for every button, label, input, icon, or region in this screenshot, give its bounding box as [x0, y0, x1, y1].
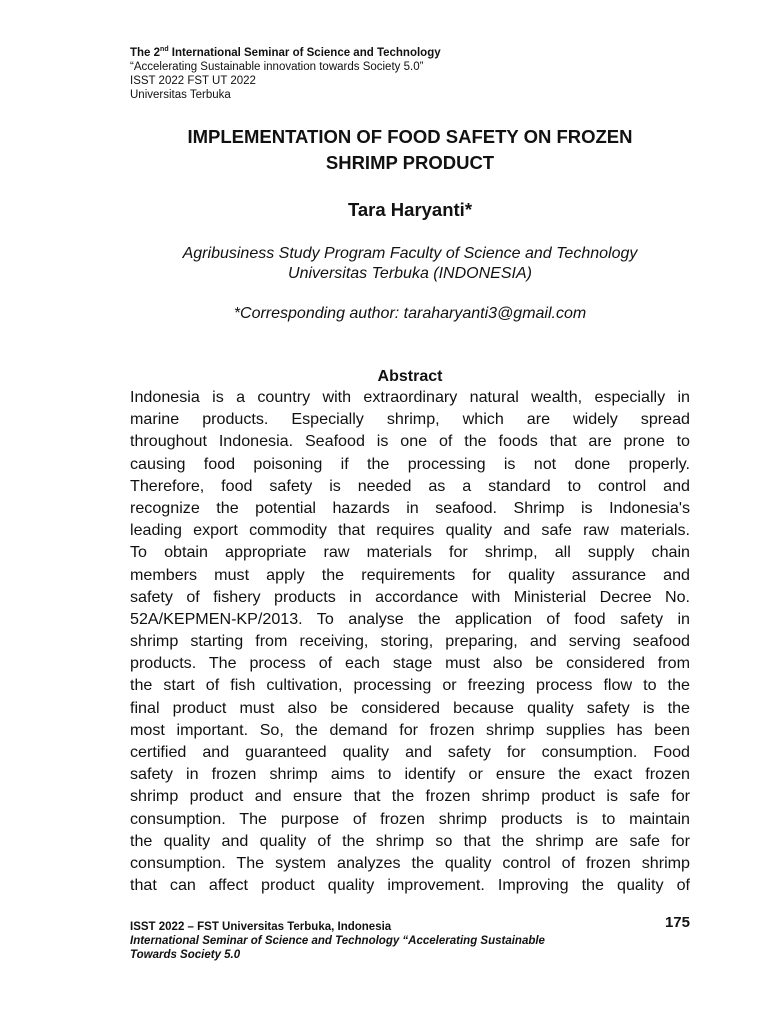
footer-seminar: International Seminar of Science and Technology “Accelerating Sustainable — [130, 935, 545, 947]
abstract-line: recognize the potential hazards in seafood. Shrimp is Indonesia's — [130, 498, 690, 517]
abstract-line: consumption. The purpose of frozen shrimp products is to maintain — [130, 809, 690, 828]
abstract-line: safety of fishery products in accordance with Ministerial Decree No. — [130, 587, 690, 606]
abstract-line: consumption. The system analyzes the quality control of frozen shrimp — [130, 853, 690, 872]
author-affiliation — [120, 244, 700, 284]
paper-title — [120, 124, 700, 176]
page-number: 175 — [664, 914, 690, 931]
abstract-line: products. The process of each stage must also be considered from — [130, 654, 690, 673]
conference-code: ISST 2022 FST UT 2022 — [130, 75, 256, 87]
abstract-heading: Abstract — [377, 368, 443, 385]
abstract-body — [130, 386, 690, 896]
abstract-line: 52A/KEPMEN-KP/2013. To analyse the application of food safety in — [130, 609, 690, 628]
abstract-line: the start of fish cultivation, processing or freezing process flow to the — [130, 676, 690, 695]
abstract-line: causing food poisoning if the processing is not done properly. — [130, 454, 690, 473]
paper-title-line: IMPLEMENTATION OF FOOD SAFETY ON FROZEN — [187, 126, 633, 147]
abstract-line: Indonesia is a country with extraordinary natural wealth, especially in — [130, 388, 690, 406]
abstract-line: shrimp product and ensure that the frozen shrimp product is safe for — [130, 787, 690, 806]
abstract-line: throughout Indonesia. Seafood is one of the foods that are prone to — [130, 432, 690, 451]
abstract-line: safety in frozen shrimp aims to identify or ensure the exact frozen — [130, 765, 690, 784]
abstract-line: members must apply the requirements for quality assurance and — [130, 565, 690, 584]
footer-venue: ISST 2022 – FST Universitas Terbuka, Indonesia — [130, 921, 392, 933]
affiliation-line: Universitas Terbuka (INDONESIA) — [288, 265, 532, 282]
abstract-line: the quality and quality of the shrimp so that the shrimp are safe for — [130, 831, 690, 850]
paper-title-line: SHRIMP PRODUCT — [325, 152, 495, 173]
corresponding-author: *Corresponding author: taraharyanti3@gmail.com — [233, 305, 587, 322]
conference-name: The 2nd International Seminar of Science and Technology — [130, 46, 441, 59]
page-footer — [130, 914, 690, 962]
abstract-line: To obtain appropriate raw materials for shrimp, all supply chain — [130, 543, 690, 562]
abstract-line: final product must also be considered because quality safety is the — [130, 698, 690, 717]
affiliation-line: Agribusiness Study Program Faculty of Science and Technology — [182, 245, 638, 262]
author-name: Tara Haryanti* — [347, 199, 473, 220]
footer-theme: Towards Society 5.0 — [130, 949, 241, 961]
abstract-line: most important. So, the demand for frozen shrimp supplies has been — [130, 720, 690, 739]
abstract-line: shrimp starting from receiving, storing, preparing, and serving seafood — [130, 632, 690, 651]
conference-theme: “Accelerating Sustainable innovation towards Society 5.0” — [130, 61, 424, 73]
abstract-line: certified and guaranteed quality and safety for consumption. Food — [130, 743, 690, 761]
running-header — [130, 46, 441, 102]
abstract-line: Therefore, food safety is needed as a standard to control and — [130, 476, 690, 495]
abstract-line: marine products. Especially shrimp, which are widely spread — [130, 410, 690, 429]
abstract-line: that can affect product quality improvement. Improving the quality of — [130, 876, 690, 895]
conference-university: Universitas Terbuka — [130, 89, 231, 101]
abstract-line: leading export commodity that requires quality and safe raw materials. — [130, 521, 690, 540]
